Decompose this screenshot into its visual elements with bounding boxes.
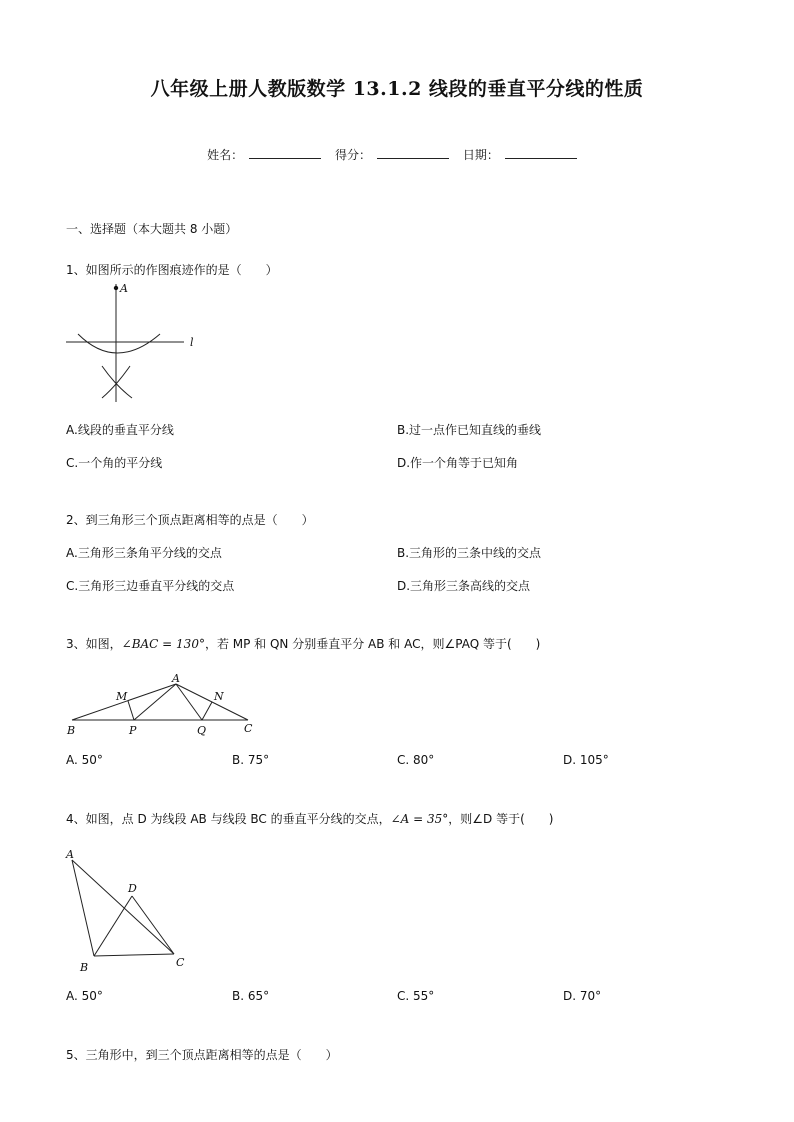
label-d: D [128,882,137,895]
question-3-option-b[interactable]: B. 75° [232,753,270,767]
name-label: 姓名： [207,148,244,162]
question-4-option-b[interactable]: B. 65° [232,989,270,1003]
question-3-figure [62,670,272,740]
question-4-option-a[interactable]: A. 50° [66,989,103,1003]
page-title: 八年级上册人教版数学 13.1.2 线段的垂直平分线的性质 [150,78,644,100]
score-label: 得分： [334,148,371,162]
question-2-option-c[interactable]: C.三角形三边垂直平分线的交点 [66,579,235,593]
question-3-stem-a: 3、如图， [66,637,122,651]
question-4-angle: ∠A = 35° [390,812,449,826]
segment-bc [94,954,174,956]
question-4-option-d[interactable]: D. 70° [563,989,602,1003]
arc-lower-1 [102,366,132,398]
label-b: B [80,961,89,974]
point-a [114,286,118,290]
segment-bd [94,896,132,956]
question-2-option-a[interactable]: A.三角形三条角平分线的交点 [66,546,222,560]
label-c: C [244,722,253,735]
question-4-stem [66,810,553,827]
question-4-stem-a: 4、如图，点 D 为线段 AB 与线段 BC 的垂直平分线的交点， [66,812,391,826]
question-1-option-d[interactable]: D.作一个角等于已知角 [397,456,519,470]
label-c: C [176,956,185,969]
question-3-stem-b: ，若 MP 和 QN 分别垂直平分 AB 和 AC，则∠PAQ 等于( ) [204,637,541,651]
label-a: A [172,672,180,685]
label-a: A [66,848,74,861]
question-4-figure [60,844,200,976]
question-3-stem [66,635,540,652]
question-4-option-c[interactable]: C. 55° [397,989,435,1003]
question-2-option-b[interactable]: B.三角形的三条中线的交点 [397,546,542,560]
segment-ab [72,860,94,956]
segment-nq [202,702,212,720]
date-blank[interactable] [505,146,577,159]
section-heading: 一、选择题（本大题共 8 小题） [66,222,238,236]
question-1-option-c[interactable]: C.一个角的平分线 [66,456,163,470]
question-2-stem: 2、到三角形三个顶点距离相等的点是（ ） [66,513,314,527]
question-1-option-a[interactable]: A.线段的垂直平分线 [66,423,174,437]
label-l: l [190,336,194,349]
segment-aq [176,684,202,720]
segment-ac [72,860,174,954]
score-blank[interactable] [377,146,449,159]
question-2-option-d[interactable]: D.三角形三条高线的交点 [397,579,531,593]
name-blank[interactable] [249,146,321,159]
segment-ap [134,684,176,720]
label-q: Q [197,724,207,737]
label-b: B [67,724,76,737]
question-1-figure [60,278,210,406]
label-a: A [120,282,128,295]
student-info-line [0,146,794,163]
question-3-option-c[interactable]: C. 80° [397,753,435,767]
question-3-option-a[interactable]: A. 50° [66,753,103,767]
label-p: P [129,724,137,737]
question-3-angle: ∠BAC = 130° [121,637,205,651]
date-label: 日期： [462,148,499,162]
question-4-stem-b: ，则∠D 等于( ) [448,812,554,826]
arc-upper [78,334,160,353]
label-n: N [214,690,224,703]
question-5-stem: 5、三角形中，到三个顶点距离相等的点是（ ） [66,1048,338,1062]
segment-dc [132,896,174,954]
label-m: M [116,690,128,703]
question-3-option-d[interactable]: D. 105° [563,753,609,767]
segment-mp [128,701,134,720]
question-1-option-b[interactable]: B.过一点作已知直线的垂线 [397,423,542,437]
question-1-stem: 1、如图所示的作图痕迹作的是（ ） [66,263,278,277]
